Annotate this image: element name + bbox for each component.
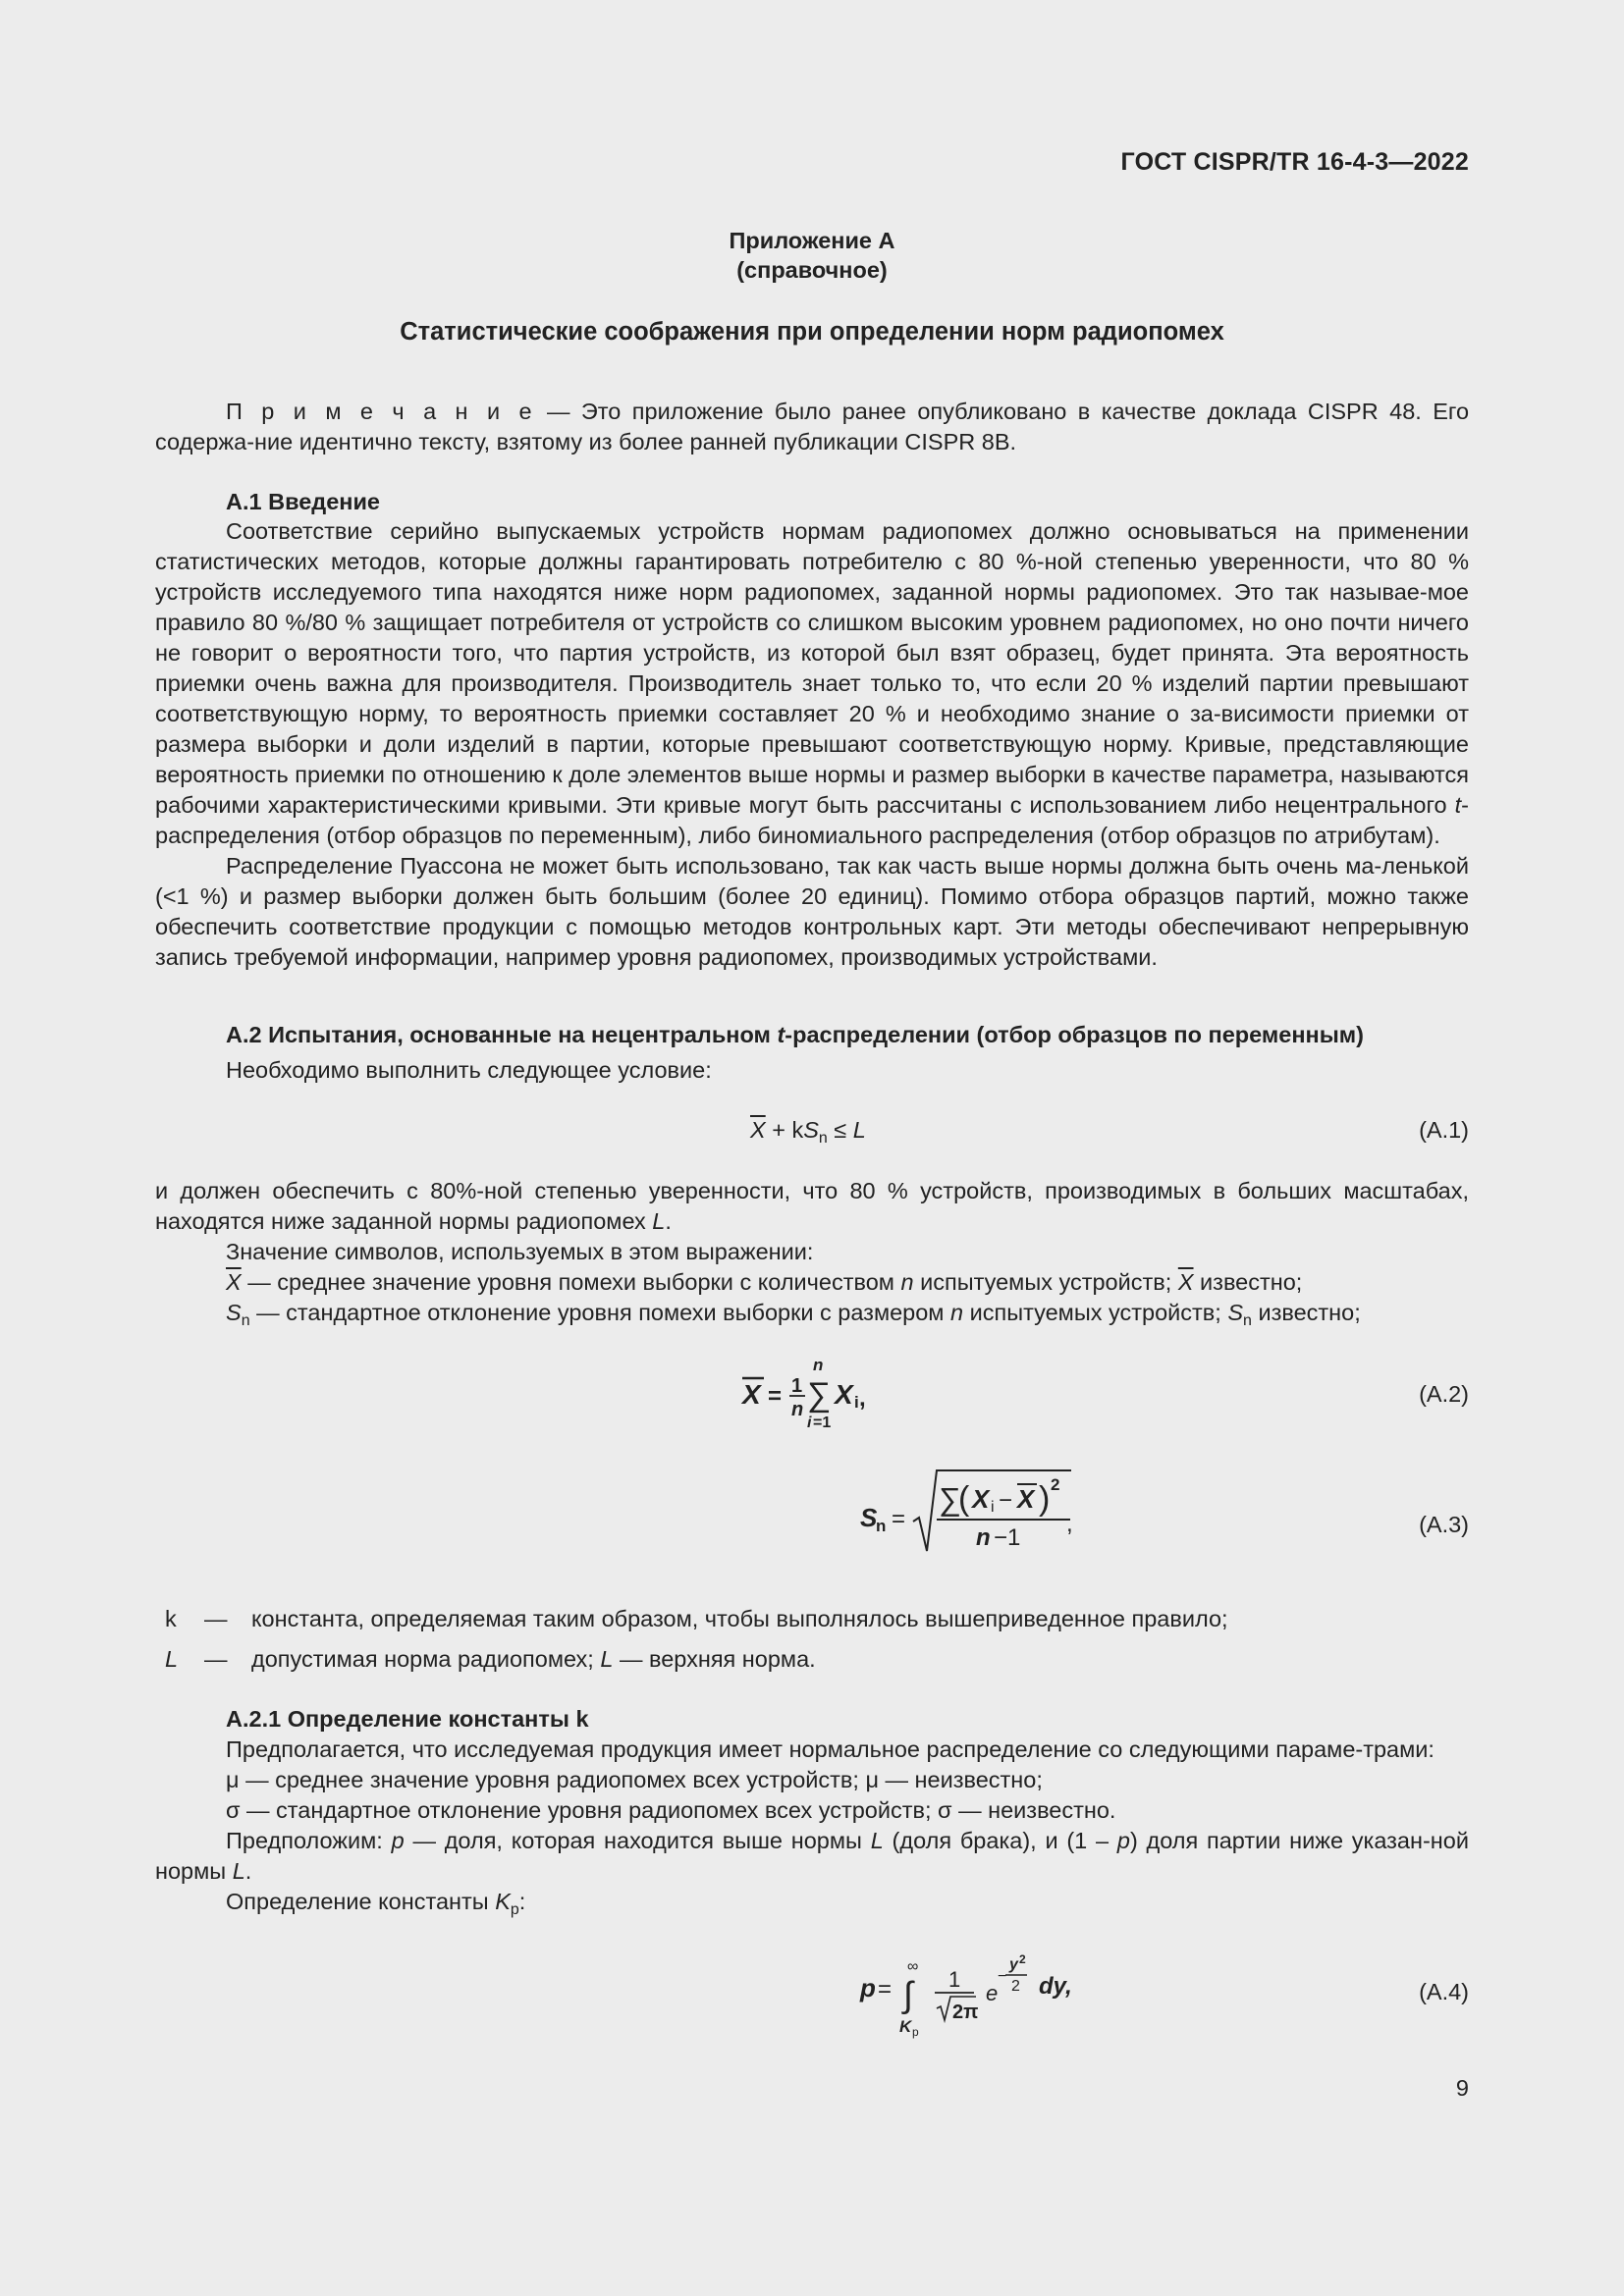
svg-text:1: 1 [791, 1375, 803, 1397]
svg-text:=: = [892, 1506, 906, 1532]
svg-text:∫: ∫ [903, 1974, 913, 2014]
formula-a3-number: (А.3) [1419, 1512, 1469, 1537]
section-a2-intro: Необходимо выполнить следующее условие: [226, 1057, 712, 1083]
svg-text:2π: 2π [952, 2002, 979, 2023]
svg-text:i: i [991, 1499, 995, 1516]
svg-text:n: n [791, 1399, 804, 1420]
section-a2-body [155, 1176, 1469, 1336]
section-a1-paragraph-2: Распределение Пуассона не может быть использовано, так как часть выше нормы должна быть очень ма-ленькой (<1 %) и размер выборки должен быть большим (более 20 единиц). Помимо отбора образцов партий, можно также обеспечить соответствие продукции с помощью методов контрольных карт. Эти методы обеспечивают непрерывную запись требуемой информации, например уровня радиопомех, производимых устройствами. [155, 853, 1469, 970]
symbol-s-definition: $S_n$ — стандартное отклонение уровня помехи выборки с размером n испытуемых устройств; $S_n$ известно; [226, 1300, 1361, 1329]
definition-l: L — допустимая норма радиопомех; L — верхняя норма. [165, 1646, 816, 1672]
kp-definition-intro: Определение константы $K_p$: [226, 1889, 526, 1918]
appendix-label: Приложение А [729, 228, 895, 253]
svg-text:y: y [1009, 1956, 1018, 1973]
formula-a4 [155, 1951, 1469, 2050]
note-text: — Это приложение было ранее опубликовано в качестве доклада CISPR 48. Его содержа-ние идентично тексту, взятому из более ранней публикации CISPR 8В. [155, 399, 1470, 454]
sigma-definition: σ — стандартное отклонение уровня радиопомех всех устройств; σ — неизвестно. [226, 1797, 1116, 1823]
svg-text:e: e [986, 1981, 999, 2005]
svg-text:2: 2 [1019, 1952, 1026, 1966]
mu-definition: μ — среднее значение уровня радиопомех всех устройств; μ — неизвестно; [226, 1767, 1043, 1792]
svg-text:n: n [876, 1517, 887, 1535]
svg-text:K: K [899, 2017, 912, 2036]
svg-text:∑: ∑ [939, 1481, 961, 1517]
svg-text:X: X [835, 1379, 853, 1410]
svg-text:p: p [912, 2025, 919, 2039]
page-number: 9 [1455, 2075, 1469, 2101]
svg-text:2: 2 [1051, 1475, 1060, 1494]
section-a1-heading: А.1 Введение [226, 489, 380, 514]
svg-text:n: n [813, 1356, 824, 1374]
document-page [155, 0, 1469, 2296]
standard-header: ГОСТ CISPR/TR 16-4-3—2022 [1120, 148, 1469, 176]
svg-text:n: n [976, 1524, 991, 1551]
definitions-list [155, 1604, 1469, 1684]
formula-a1 [155, 1115, 1469, 1148]
formula-a2 [155, 1355, 1469, 1431]
svg-text:−: − [999, 1487, 1013, 1514]
svg-text:∑: ∑ [807, 1376, 832, 1414]
note-block [155, 397, 1469, 457]
svg-text:−1: −1 [994, 1524, 1021, 1551]
svg-text:(: ( [958, 1480, 970, 1518]
svg-text:1: 1 [948, 1967, 961, 1992]
section-a1 [155, 487, 1469, 973]
note-label: П р и м е ч а н и е [226, 399, 536, 424]
svg-text:−: − [998, 1968, 1007, 1985]
section-a2-heading: А.2 Испытания, основанные на нецентральном t-распределении (отбор образцов по переменным) [226, 1022, 1364, 1047]
formula-a2-number: (А.2) [1419, 1381, 1469, 1407]
formula-a4-number: (А.4) [1419, 1979, 1469, 2004]
definition-k: k — константа, определяемая таким образом, чтобы выполнялось вышеприведенное правило; [165, 1606, 1228, 1631]
symbols-intro: Значение символов, используемых в этом выражении: [226, 1239, 814, 1264]
section-a21 [155, 1704, 1469, 1925]
formula-a2-expression [740, 1355, 868, 1431]
svg-text:i: i [854, 1393, 859, 1412]
svg-text:X: X [742, 1379, 761, 1410]
formula-a4-differential: dy, [1039, 1973, 1072, 2000]
svg-text:): ) [1039, 1480, 1051, 1518]
section-a21-paragraph-1: Предполагается, что исследуемая продукция имеет нормальное распределение со следующими параме-трами: [226, 1736, 1435, 1762]
formula-a3 [155, 1463, 1469, 1561]
svg-text:i: i [807, 1415, 812, 1431]
page-title: Статистические соображения при определении норм радиопомех [400, 318, 1224, 346]
svg-text:p: p [860, 1973, 876, 2002]
formula-a1-expression: $\overline{X} + kS_n \le L$ [750, 1117, 866, 1147]
section-a1-paragraph-1: Соответствие серийно выпускаемых устройств нормам радиопомех должно основываться на применении статистических методов, которые должны гарантировать потребителю с 80 %-ной степенью уверенности, что 80 % устройств исследуемого типа находятся ниже норм радиопомех, заданной нормы радиопомех. Это так называе-мое правило 80 %/80 % защищает потребителя от устройств со слишком высоким уровнем радиопомех, но оно почти ничего не говорит о вероятности того, что партия устройств, из которой был взят образец, будет принята. Эта вероятность приемки очень важна для производителя. Производитель знает только то, что если 20 % изделий партии превышают соответствующую норму, то вероятность приемки составляет 20 % и необходимо знание о за-висимости приемки от размера выборки и доли изделий в партии, которые превышают соответствующую норму. Кривые, представляющие вероятность приемки по отношению к доле элементов выше нормы и размер выборки в качестве параметра, называются рабочими характеристическими кривыми. Эти кривые могут быть рассчитаны с использованием либо нецентрального t-распределения (отбор образцов по переменным), либо биномиального распределения (отбор образцов по атрибутам). [155, 518, 1469, 848]
svg-text:S: S [860, 1503, 878, 1532]
svg-text:=: = [878, 1976, 893, 2002]
svg-text:,: , [1066, 1511, 1073, 1537]
symbol-x-definition: $\overline{X}$ — среднее значение уровня помехи выборки с количеством n испытуемых устройств; $\overline{X}$ известно; [226, 1269, 1303, 1295]
section-a2 [155, 1020, 1469, 1086]
svg-text:∞: ∞ [907, 1958, 919, 1975]
svg-text:2: 2 [1011, 1978, 1020, 1995]
svg-text:=: = [768, 1383, 783, 1410]
appendix-type: (справочное) [736, 257, 888, 283]
appendix-heading [155, 226, 1469, 285]
svg-text:=1: =1 [813, 1415, 832, 1431]
after-formula-text: и должен обеспечить с 80%-ной степенью уверенности, что 80 % устройств, производимых в больших масштабах, находятся ниже заданной нормы радиопомех L. [155, 1178, 1469, 1234]
section-a21-heading: А.2.1 Определение константы k [226, 1706, 589, 1732]
formula-a3-expression [703, 1463, 1076, 1561]
assumption-text: Предположим: p — доля, которая находится выше нормы L (доля брака), и (1 – p) доля партии ниже указан-ной нормы L. [155, 1828, 1469, 1884]
svg-text:X: X [972, 1484, 990, 1514]
formula-a4-expression [703, 1951, 1037, 2050]
svg-text:,: , [859, 1385, 866, 1412]
svg-text:X: X [1017, 1484, 1035, 1514]
formula-a1-number: (А.1) [1419, 1117, 1469, 1143]
